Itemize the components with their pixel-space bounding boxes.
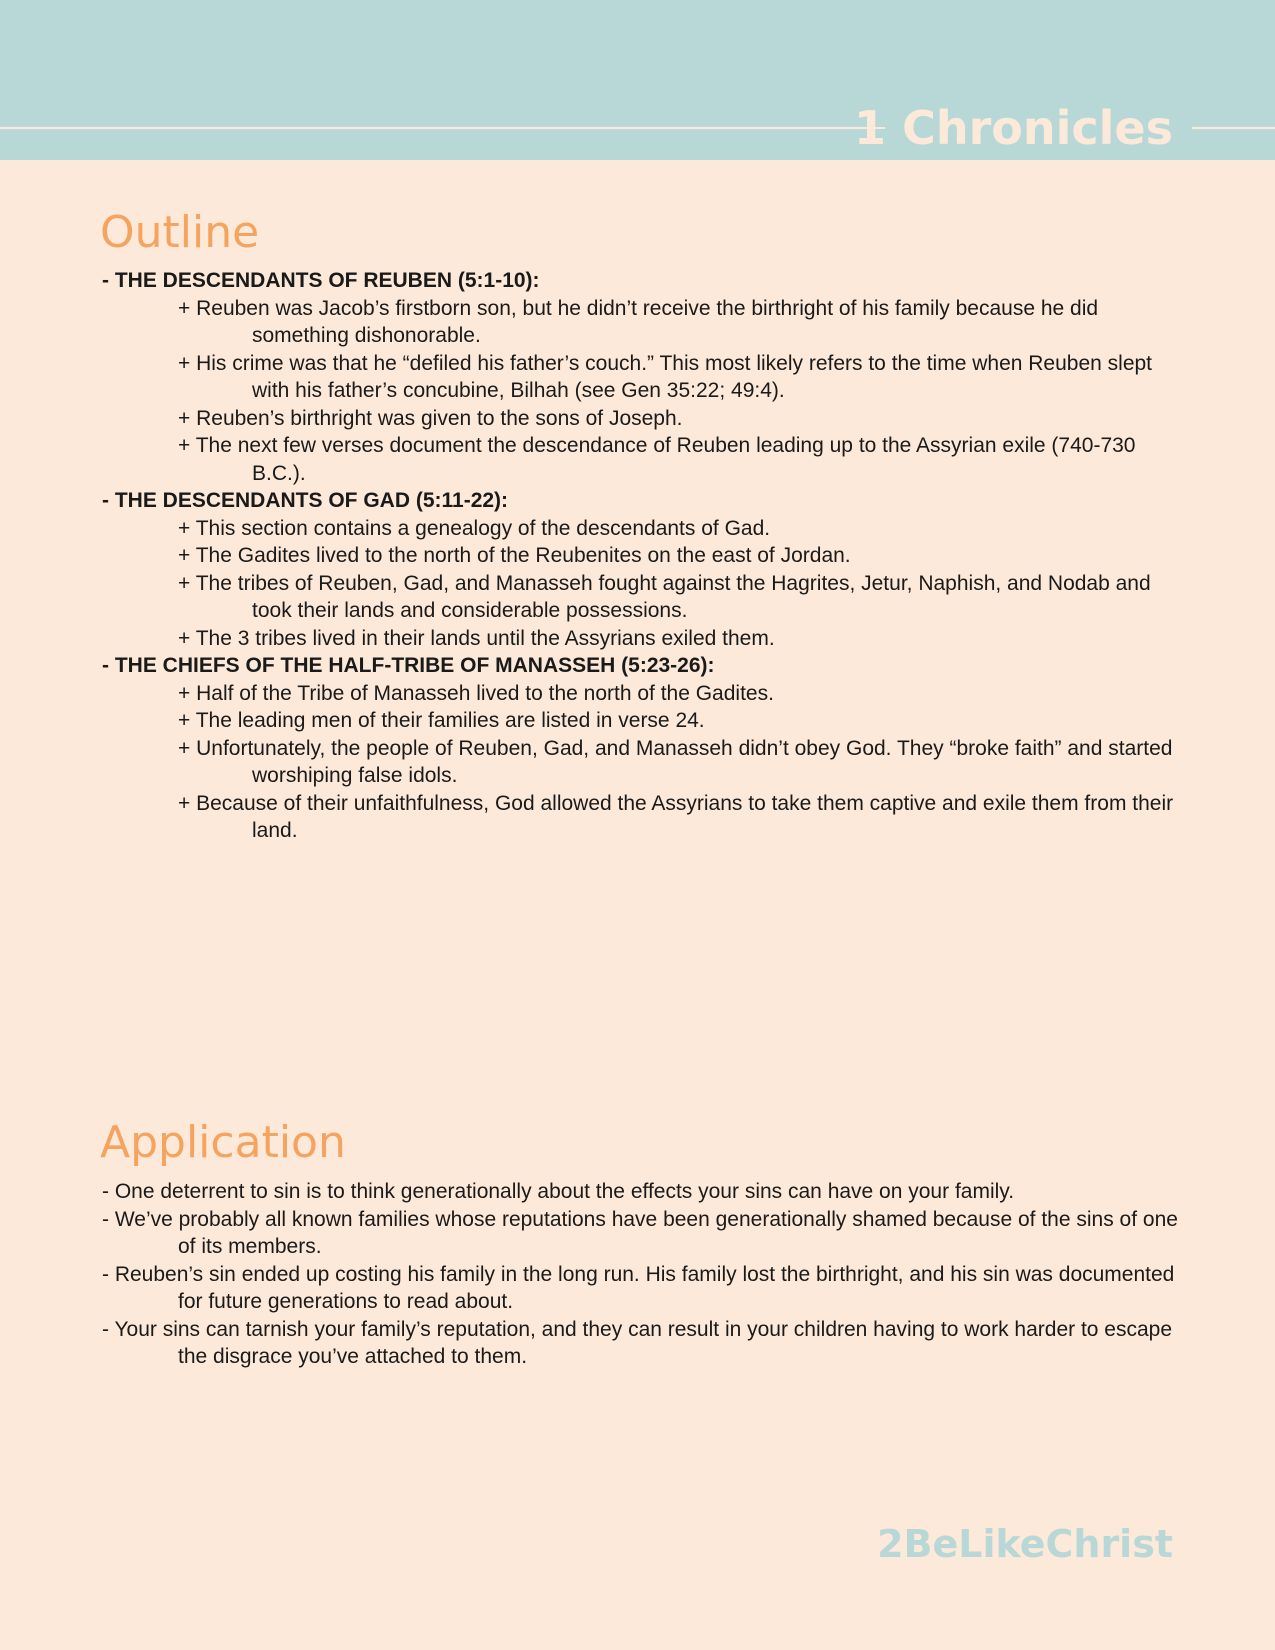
outline-heading: Outline — [100, 207, 260, 258]
header-band — [0, 0, 1275, 160]
header-rule-right — [1192, 127, 1275, 129]
application-point: - Reuben’s sin ended up costing his family in the long run. His family lost the birthright, and his sin was documented for future generations to read about. — [102, 1262, 1175, 1313]
application-point: - We’ve probably all known families whose reputations have been generationally shamed because of the sins of one of its members. — [102, 1207, 1178, 1258]
outline-point: + The 3 tribes lived in their lands until the Assyrians exiled them. — [178, 626, 775, 650]
book-title: 1 Chronicles — [854, 101, 1173, 155]
outline-point: + Reuben was Jacob’s firstborn son, but he didn’t receive the birthright of his family because he did something dishonorable. — [178, 296, 1099, 347]
outline-point: + The Gadites lived to the north of the Reubenites on the east of Jordan. — [178, 544, 851, 567]
outline-point: + Unfortunately, the people of Reuben, Gad, and Manasseh didn’t obey God. They “broke faith” and started worshiping false idols. — [178, 736, 1173, 787]
application-point: - One deterrent to sin is to think generationally about the effects your sins can have on your family. — [102, 1180, 1015, 1203]
outline-point: + His crime was that he “defiled his father’s couch.” This most likely refers to the time when Reuben slept with his father’s concubine, Bilhah (see Gen 35:22; 49:4). — [178, 351, 1153, 402]
outline-point: + The leading men of their families are listed in verse 24. — [178, 709, 705, 732]
outline-section — [102, 267, 1182, 487]
section-title: - THE DESCENDANTS OF GAD (5:11-22): — [102, 489, 509, 512]
outline-point: + The tribes of Reuben, Gad, and Manasseh fought against the Hagrites, Jetur, Naphish, and Nodab and took their lands and considerable possessions. — [178, 571, 1151, 622]
outline-point: + Because of their unfaithfulness, God allowed the Assyrians to take them captive and exile them from their land. — [178, 791, 1174, 842]
application-list — [102, 1178, 1182, 1371]
outline-section — [102, 652, 1182, 845]
brand-logo-text: 2BeLikeChrist — [877, 1522, 1173, 1566]
outline-list — [102, 267, 1182, 845]
header-rule-left — [0, 127, 885, 129]
application-point: - Your sins can tarnish your family’s reputation, and they can result in your children having to work harder to escape the disgrace you’ve attached to them. — [102, 1317, 1173, 1368]
section-title: - THE CHIEFS OF THE HALF-TRIBE OF MANASSEH (5:23-26): — [102, 654, 715, 677]
section-title: - THE DESCENDANTS OF REUBEN (5:1-10): — [102, 269, 540, 292]
outline-section — [102, 487, 1182, 652]
outline-point: + Half of the Tribe of Manasseh lived to the north of the Gadites. — [178, 681, 774, 705]
application-heading: Application — [100, 1117, 346, 1168]
outline-point: + This section contains a genealogy of the descendants of Gad. — [178, 516, 771, 540]
outline-point: + The next few verses document the descendance of Reuben leading up to the Assyrian exile (740-730 B.C.). — [178, 434, 1136, 485]
outline-point: + Reuben’s birthright was given to the sons of Joseph. — [178, 406, 683, 430]
